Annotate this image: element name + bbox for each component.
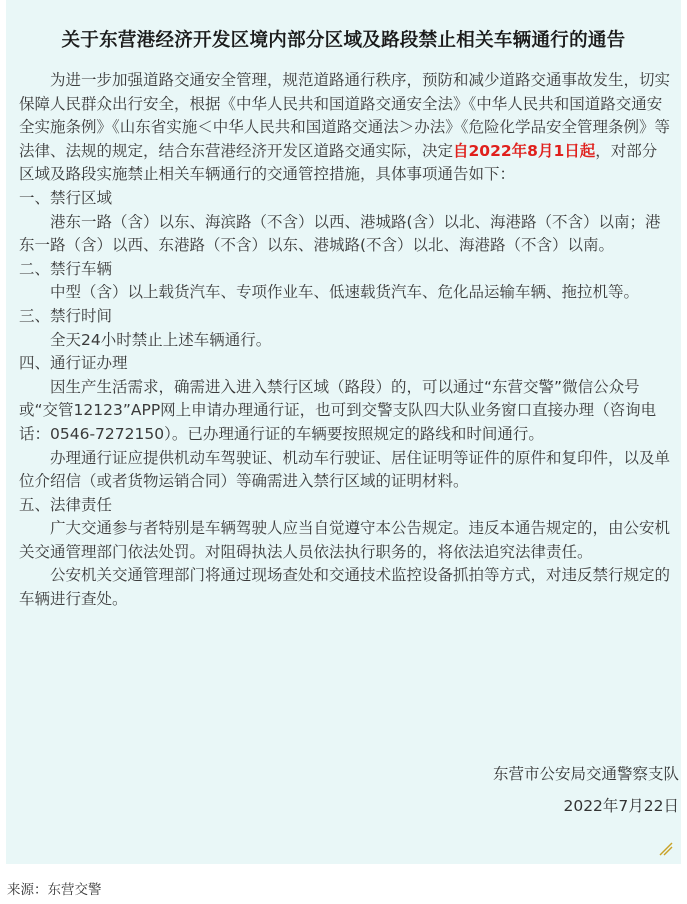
section-2-heading: 二、禁行车辆 — [19, 259, 113, 278]
section-3-paragraph: 全天24小时禁止上述车辆通行。 — [50, 330, 272, 349]
notice-title: 关于东营港经济开发区境内部分区域及路段禁止相关车辆通行的通告 — [61, 30, 626, 51]
section-1-paragraph: 港东一路（含）以东、海滨路（不含）以西、港城路(含）以北、海港路（不含）以南；港东一路（含）以西、东港路（不含）以东、港城路(不含）以北、海港路（不含）以南。 — [19, 212, 661, 255]
source-credit: 来源：东营交警 — [7, 882, 102, 898]
section-4-heading: 四、通行证办理 — [19, 354, 128, 373]
section-2-paragraph: 中型（含）以上载货汽车、专项作业车、低速载货汽车、危化品运输车辆、拖拉机等。 — [50, 283, 640, 302]
signature-date: 2022年7月22日 — [563, 797, 679, 815]
section-4-paragraph-2: 办理通行证应提供机动车驾驶证、机动车行驶证、居住证明等证件的原件和复印件，以及单位介绍信（或者货物运销合同）等确需进入禁行区域的证明材料。 — [19, 448, 671, 491]
section-1-heading: 一、禁行区域 — [19, 188, 113, 207]
intro-text-after: ，对部分区域及路段实施禁止相关车辆通行的交通管控措施，具体事项通告如下： — [19, 141, 658, 184]
section-5-paragraph-2: 公安机关交通管理部门将通过现场查处和交通技术监控设备抓拍等方式，对违反禁行规定的车辆进行查处。 — [19, 566, 671, 609]
intro-paragraph — [19, 69, 672, 187]
intro-text-before: 为进一步加强道路交通安全管理，规范道路通行秩序，预防和减少道路交通事故发生，切实保障人民群众出行安全，根据《中华人民共和国道路交通安全法》《中华人民共和国道路交通安全实施条例》《山东省实施＜中华人民共和国道路交通法＞办法》《危险化学品安全管理条例》等法律、法规的规定，结合东营港经济开发区道路交通实际，决定 — [19, 71, 671, 160]
effective-date-highlight: 自2022年8月1日起 — [453, 141, 596, 160]
section-5-paragraph-1: 广大交通参与者特别是车辆驾驶人应当自觉遵守本公告规定。违反本通告规定的，由公安机关交通管理部门依法处罚。对阻碍执法人员依法执行职务的，将依法追究法律责任。 — [19, 519, 671, 561]
section-3-heading: 三、禁行时间 — [19, 306, 113, 325]
section-4-paragraph-1: 因生产生活需求，确需进入进入禁行区域（路段）的，可以通过“东营交警”微信公众号或“交管12123”APP网上申请办理通行证，也可到交警支队四大队业务窗口直接办理（咨询电话：0546-7272150）。已办理通行证的车辆要按照规定的路线和时间通行。 — [19, 377, 657, 443]
notice-card — [6, 0, 681, 864]
signature-org: 东营市公安局交通警察支队 — [492, 765, 679, 783]
corner-decoration-icon — [659, 842, 673, 856]
notice-body — [19, 69, 672, 612]
section-5-heading: 五、法律责任 — [19, 495, 113, 514]
